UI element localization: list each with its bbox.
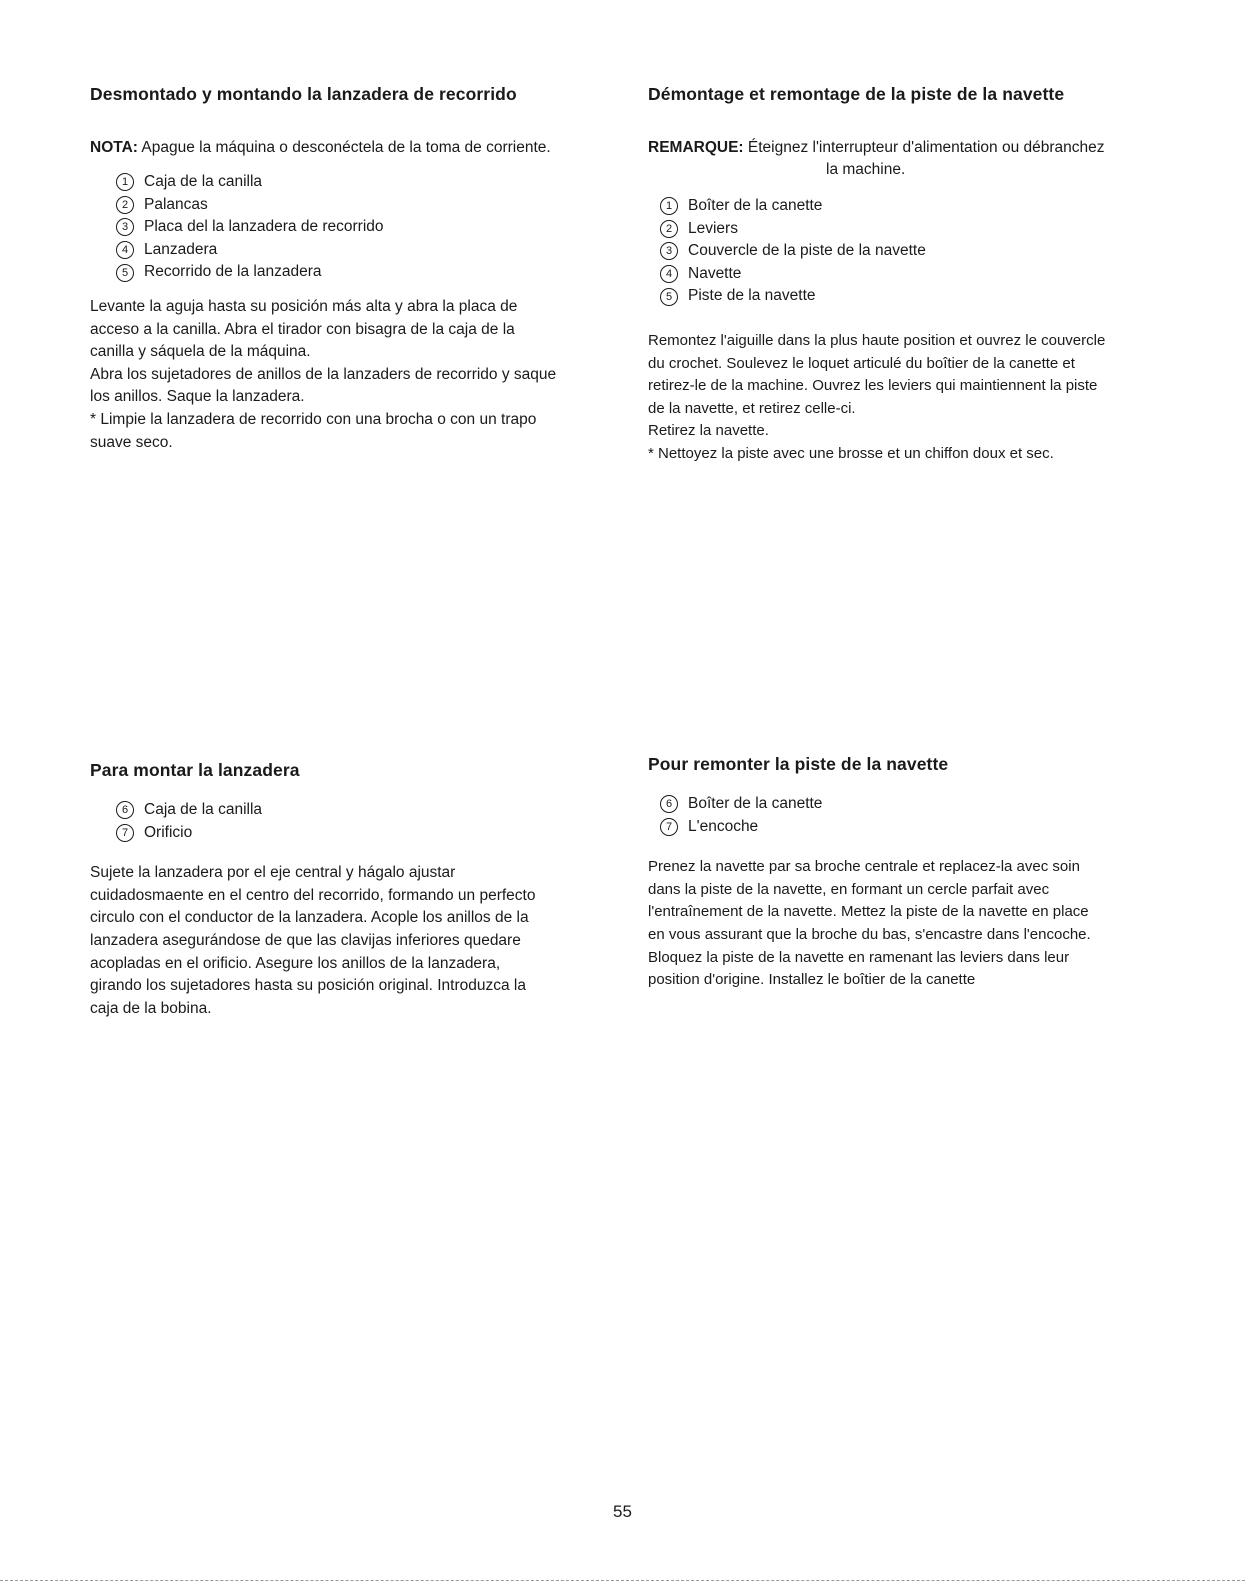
text-line: cuidadosmaente en el centro del recorrido, formando un perfecto [90, 886, 536, 904]
text-line: caja de la bobina. [90, 999, 212, 1017]
part-item [660, 218, 1178, 241]
section-heading: Para montar la lanzadera [90, 760, 300, 780]
part-label: Caja de la canilla [144, 801, 263, 818]
part-item [660, 793, 1178, 816]
part-item [660, 285, 1178, 308]
part-label: Leviers [688, 219, 738, 237]
circled-number-icon: 7 [116, 824, 134, 842]
text-line: acopladas en el orificio. Asegure los anillos de la lanzadera, [90, 954, 501, 972]
section-heading: Démontage et remontage de la piste de la navette [648, 84, 1065, 104]
note-label: NOTA: [90, 139, 138, 156]
part-item [660, 263, 1178, 286]
part-label: Boîter de la canette [688, 795, 823, 812]
note [648, 137, 1178, 181]
text-line: suave seco. [90, 433, 173, 451]
section-fr-disassembly [648, 84, 1178, 466]
text-line: girando los sujetadores hasta su posición original. Introduzca la [90, 977, 526, 995]
note-text-continued: la machine. [826, 161, 906, 178]
text-line: Retirez la navette. [648, 422, 769, 440]
circled-number-icon: 2 [116, 196, 134, 214]
part-item [116, 822, 640, 845]
parts-list [90, 171, 640, 284]
part-item [660, 816, 1178, 839]
note-label: REMARQUE: [648, 139, 744, 156]
instructions [90, 296, 640, 454]
part-label: Lanzadera [144, 240, 218, 258]
text-line: retirez-le de la machine. Ouvrez les leviers qui maintiennent la piste [648, 377, 1098, 395]
part-item [116, 194, 640, 217]
text-line: Prenez la navette par sa broche centrale et replacez-la avec soin [648, 858, 1080, 876]
part-label: Caja de la canilla [144, 173, 263, 190]
text-line: acceso a la canilla. Abra el tirador con bisagra de la caja de la [90, 320, 515, 338]
parts-list [90, 799, 640, 844]
instructions [648, 856, 1178, 992]
parts-list [648, 195, 1178, 308]
section-es-disassembly [90, 84, 640, 454]
part-label: Orificio [144, 823, 193, 841]
text-line: Bloquez la piste de la navette en ramenant las leviers dans leur [648, 948, 1070, 966]
part-item [116, 799, 640, 822]
part-item [660, 240, 1178, 263]
text-line: los anillos. Saque la lanzadera. [90, 388, 305, 406]
text-line: * Nettoyez la piste avec une brosse et un chiffon doux et sec. [648, 444, 1054, 462]
section-es-assembly [90, 760, 640, 1020]
instructions [90, 862, 640, 1020]
circled-number-icon: 6 [116, 801, 134, 819]
circled-number-icon: 4 [116, 241, 134, 259]
page-bottom-divider [0, 1580, 1245, 1581]
text-line: Abra los sujetadores de anillos de la lanzaders de recorrido y saque [90, 365, 557, 383]
part-item [660, 195, 1178, 218]
text-line: l'entraînement de la navette. Mettez la piste de la navette en place [648, 903, 1089, 921]
part-label: Piste de la navette [688, 287, 816, 305]
section-heading: Pour remonter la piste de la navette [648, 754, 949, 774]
part-item [116, 261, 640, 284]
circled-number-icon: 4 [660, 265, 678, 283]
part-label: Placa del la lanzadera de recorrido [144, 218, 384, 236]
text-line: de la navette, et retirez celle-ci. [648, 399, 856, 417]
circled-number-icon: 3 [116, 218, 134, 236]
section-fr-assembly [648, 754, 1178, 992]
circled-number-icon: 3 [660, 242, 678, 260]
text-line: Remontez l'aiguille dans la plus haute position et ouvrez le couvercle [648, 331, 1106, 349]
note-text: Apague la máquina o desconéctela de la toma de corriente. [141, 139, 551, 156]
text-line: dans la piste de la navette, en formant un cercle parfait avec [648, 880, 1050, 898]
circled-number-icon: 5 [660, 288, 678, 306]
circled-number-icon: 1 [116, 173, 134, 191]
note-text: Éteignez l'interrupteur d'alimentation ou débranchez [747, 139, 1105, 156]
note [90, 137, 640, 159]
text-line: Levante la aguja hasta su posición más alta y abra la placa de [90, 297, 518, 315]
text-line: du crochet. Soulevez le loquet articulé du boîtier de la canette et [648, 354, 1075, 372]
part-label: Recorrido de la lanzadera [144, 263, 322, 281]
circled-number-icon: 1 [660, 197, 678, 215]
part-item [116, 239, 640, 262]
part-label: L'encoche [688, 817, 759, 835]
text-line: lanzadera asegurándose de que las clavijas inferiores quedare [90, 931, 521, 949]
text-line: canilla y sáquela de la máquina. [90, 343, 311, 361]
part-label: Navette [688, 264, 742, 282]
text-line: Sujete la lanzadera por el eje central y hágalo ajustar [90, 864, 456, 882]
circled-number-icon: 7 [660, 818, 678, 836]
part-label: Boîter de la canette [688, 197, 823, 214]
text-line: circulo con el conductor de la lanzadera. Acople los anillos de la [90, 909, 529, 927]
circled-number-icon: 2 [660, 220, 678, 238]
circled-number-icon: 5 [116, 264, 134, 282]
text-line: position d'origine. Installez le boîtier de la canette [648, 971, 976, 989]
part-item [116, 216, 640, 239]
part-label: Palancas [144, 195, 208, 213]
instructions [648, 330, 1178, 466]
text-line: en vous assurant que la broche du bas, s'encastre dans l'encoche. [648, 925, 1091, 943]
circled-number-icon: 6 [660, 795, 678, 813]
text-line: * Limpie la lanzadera de recorrido con una brocha o con un trapo [90, 410, 537, 428]
section-heading: Desmontado y montando la lanzadera de recorrido [90, 84, 517, 104]
parts-list [648, 793, 1178, 838]
part-label: Couvercle de la piste de la navette [688, 242, 926, 260]
part-item [116, 171, 640, 194]
page-number: 55 [613, 1502, 632, 1521]
